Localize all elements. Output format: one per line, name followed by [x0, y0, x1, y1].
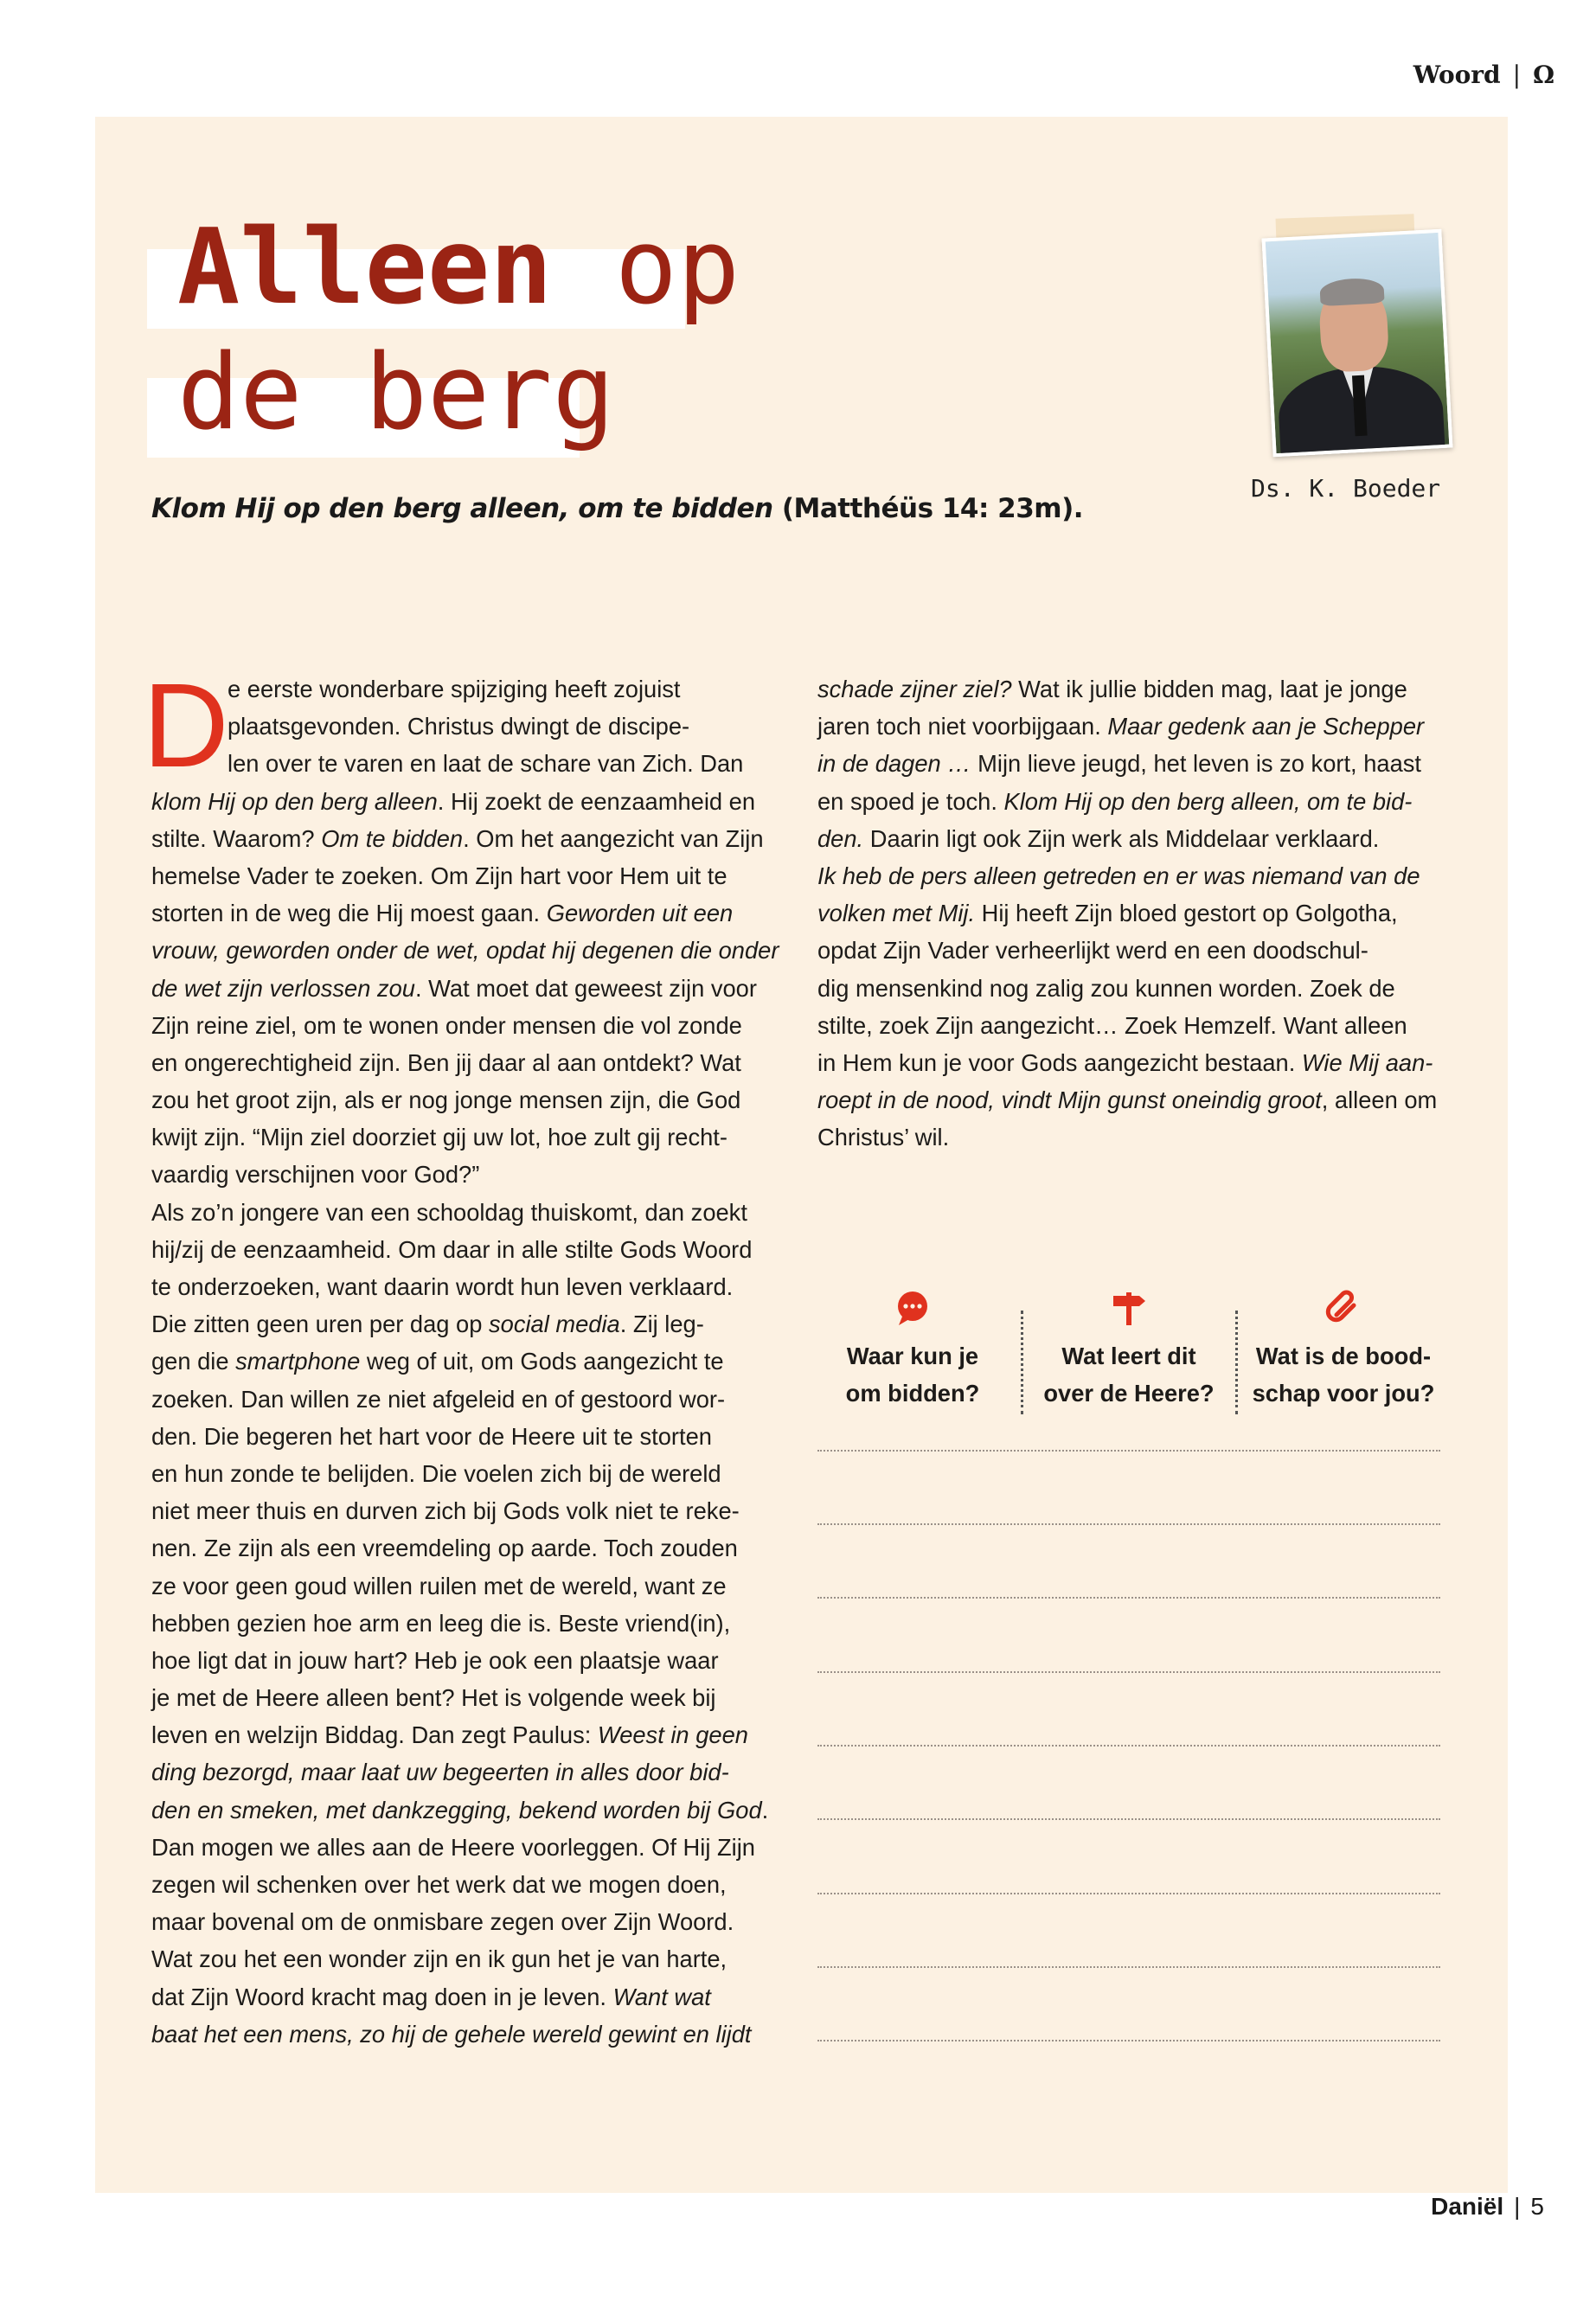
text-line — [151, 1194, 779, 1231]
text-line — [151, 1118, 779, 1156]
footer-separator: | — [1514, 2193, 1521, 2220]
writing-line — [817, 1450, 1440, 1452]
text-span: Die zitten geen uren per dag op — [151, 1311, 490, 1338]
title-rest: op — [552, 208, 740, 328]
text-span: stilte. Waarom? — [151, 824, 322, 852]
text-span: opdat Zijn Vader verheerlijkt werd en een doodschul- — [817, 937, 1368, 965]
text-line — [151, 670, 779, 708]
text-line — [151, 1343, 779, 1380]
text-line — [817, 1081, 1437, 1118]
text-line — [151, 1081, 779, 1118]
text-span: ze voor geen goud willen ruilen met de wereld, want ze — [151, 1572, 727, 1599]
text-line — [151, 1455, 779, 1492]
text-line — [817, 1044, 1437, 1081]
text-line — [817, 708, 1437, 745]
text-line — [151, 1978, 779, 2016]
text-span: . Wat moet dat geweest zijn voor — [414, 974, 757, 1002]
text-span: jaren toch niet voorbijgaan. — [817, 713, 1108, 740]
text-span: hij/zij de eenzaamheid. Om daar in alle stilte Gods Woord — [151, 1235, 753, 1263]
text-line — [151, 1679, 779, 1716]
signpost-icon — [1110, 1289, 1148, 1327]
text-span: en spoed je toch. — [817, 787, 1004, 815]
text-line — [151, 1866, 779, 1903]
text-span: . Om het aangezicht van Zijn — [463, 824, 764, 852]
question-learn — [1034, 1289, 1224, 1412]
text-span: , alleen om — [1321, 1086, 1438, 1114]
text-span: gen die — [151, 1348, 236, 1375]
text-line — [817, 783, 1437, 820]
text-span: leven en welzijn Biddag. Dan zegt Paulus: — [151, 1721, 598, 1749]
text-line — [151, 1567, 779, 1605]
text-span: en ongerechtigheid zijn. Ben jij daar al aan ontdekt? Wat — [151, 1048, 741, 1076]
italic-quote: Ik heb de pers alleen getreden en er was niemand van de — [817, 862, 1420, 889]
running-head-separator: | — [1512, 61, 1522, 89]
italic-quote: Want wat — [612, 1983, 711, 2010]
text-line — [151, 1605, 779, 1642]
omega-icon: Ω — [1533, 61, 1554, 89]
text-line — [151, 1381, 779, 1418]
text-line — [817, 970, 1437, 1007]
text-span: je met de Heere alleen bent? Het is volgende week bij — [151, 1684, 716, 1712]
page-number: 5 — [1530, 2193, 1544, 2220]
italic-quote: den. — [817, 824, 864, 852]
question-learn-line2: over de Heere? — [1043, 1380, 1215, 1407]
text-line — [151, 1231, 779, 1268]
divider-dotted — [1021, 1311, 1023, 1414]
text-line — [817, 1118, 1437, 1156]
text-span: stilte, zoek Zijn aangezicht… Zoek Hemzelf. Want alleen — [817, 1011, 1407, 1039]
text-span: zou het groot zijn, als er nog jonge mensen zijn, die God — [151, 1086, 741, 1114]
italic-quote: ding bezorgd, maar laat uw begeerten in alles door bid- — [151, 1759, 729, 1786]
text-line — [151, 1940, 779, 1977]
body-column-right — [817, 670, 1437, 1156]
italic-quote: schade zijner ziel? — [817, 676, 1012, 702]
text-line — [151, 1156, 779, 1193]
italic-quote: Maar gedenk aan je Schepper — [1107, 713, 1425, 740]
text-line — [817, 857, 1437, 894]
italic-quote: volken met Mij. — [817, 900, 976, 927]
question-learn-line1: Wat leert dit — [1061, 1343, 1196, 1369]
text-span: kwijt zijn. “Mijn ziel doorziet gij uw lot, hoe zult gij recht- — [151, 1124, 727, 1151]
text-line — [817, 745, 1437, 782]
text-line — [151, 970, 779, 1007]
text-span: plaatsgevonden. Christus dwingt de discipe- — [228, 713, 690, 740]
paperclip-icon — [1324, 1289, 1362, 1327]
text-line — [817, 820, 1437, 857]
text-span: . Hij zoekt de eenzaamheid en — [437, 787, 756, 815]
italic-quote: in de dagen … — [817, 750, 971, 778]
text-line — [151, 745, 779, 782]
author-caption: Ds. K. Boeder — [1251, 474, 1441, 503]
text-span: in Hem kun je voor Gods aangezicht bestaan. — [817, 1048, 1302, 1076]
text-span: zoeken. Dan willen ze niet afgeleid en of gestoord wor- — [151, 1385, 726, 1413]
question-pray-line1: Waar kun je — [846, 1343, 979, 1369]
text-span: dat Zijn Woord kracht mag doen in je leven. — [151, 1983, 613, 2010]
text-span: Daarin ligt ook Zijn werk als Middelaar verklaard. — [863, 824, 1380, 852]
writing-line — [817, 1671, 1440, 1673]
text-line — [151, 1529, 779, 1567]
writing-line — [817, 2040, 1440, 2041]
title-line-2 — [177, 333, 615, 453]
italic-quote: Klom Hij op den berg alleen, om te bid- — [1003, 787, 1413, 815]
page-footer — [1431, 2193, 1544, 2221]
text-span: Zijn reine ziel, om te wonen onder mensen die vol zonde — [151, 1011, 742, 1039]
text-span: Hij heeft Zijn bloed gestort op Golgotha, — [975, 900, 1398, 927]
text-line — [817, 932, 1437, 969]
speech-bubble-icon — [894, 1289, 932, 1327]
text-line — [151, 1903, 779, 1940]
italic-quote: den en smeken, met dankzegging, bekend worden bij God — [151, 1796, 762, 1823]
text-span: Wat zou het een wonder zijn en ik gun het je van harte, — [151, 1945, 727, 1973]
text-line — [151, 1268, 779, 1305]
text-span: hebben gezien hoe arm en leeg die is. Beste vriend(in), — [151, 1609, 731, 1637]
text-span: hoe ligt dat in jouw hart? Heb je ook een plaatsje waar — [151, 1646, 719, 1674]
text-span: niet meer thuis en durven zich bij Gods volk niet te reke- — [151, 1497, 740, 1525]
text-line — [151, 857, 779, 894]
section-label: Woord — [1413, 61, 1501, 89]
writing-line — [817, 1818, 1440, 1820]
italic-quote: klom Hij op den berg alleen — [151, 787, 438, 815]
italic-quote: baat het een mens, zo hij de gehele wereld gewint en lijdt — [151, 2020, 752, 2048]
subtitle — [151, 493, 1083, 524]
portrait-image — [1262, 229, 1453, 458]
writing-line — [817, 1597, 1440, 1599]
italic-quote: Geworden uit een — [546, 900, 734, 927]
text-line — [151, 1829, 779, 1866]
text-line — [151, 1044, 779, 1081]
question-pray-line2: om bidden? — [845, 1380, 980, 1407]
text-span: e eerste wonderbare spijziging heeft zojuist — [228, 676, 681, 702]
text-span: len over te varen en laat de schare van Zich. Dan — [228, 750, 744, 778]
text-line — [151, 783, 779, 820]
italic-quote: Weest in geen — [597, 1721, 748, 1749]
title-bold-word: Alleen — [177, 208, 553, 328]
divider-dotted — [1235, 1311, 1238, 1414]
text-span: zegen wil schenken over het werk dat we mogen doen, — [151, 1871, 727, 1898]
question-message — [1248, 1289, 1439, 1412]
writing-line — [817, 1745, 1440, 1747]
title-second-line: de berg — [177, 333, 615, 453]
drop-cap: D — [143, 659, 229, 792]
italic-quote: Om te bidden — [321, 824, 464, 852]
text-span: Dan mogen we alles aan de Heere voorleggen. Of Hij Zijn — [151, 1833, 755, 1861]
text-span: Mijn lieve jeugd, het leven is zo kort, haast — [971, 750, 1422, 778]
writing-line — [817, 1893, 1440, 1894]
magazine-name: Daniël — [1431, 2193, 1504, 2220]
subtitle-quote: Klom Hij op den berg alleen, om te bidden — [151, 493, 773, 524]
text-span: maar bovenal om de onmisbare zegen over Zijn Woord. — [151, 1908, 734, 1936]
text-span: hemelse Vader te zoeken. Om Zijn hart voor Hem uit te — [151, 862, 727, 889]
text-span: en hun zonde te belijden. Die voelen zich bij de wereld — [151, 1459, 721, 1487]
text-span: nen. Ze zijn als een vreemdeling op aarde. Toch zouden — [151, 1535, 738, 1562]
text-span: dig mensenkind nog zalig zou kunnen worden. Zoek de — [817, 974, 1395, 1002]
author-photo — [1259, 216, 1445, 458]
question-pray — [817, 1289, 1008, 1412]
text-line — [151, 1716, 779, 1753]
body-column-left — [151, 670, 779, 2053]
text-line — [151, 820, 779, 857]
italic-quote: vrouw, geworden onder de wet, opdat hij degenen die onder — [151, 937, 779, 965]
text-line — [151, 932, 779, 969]
text-span: storten in de weg die Hij moest gaan. — [151, 900, 547, 927]
italic-quote: Wie Mij aan- — [1301, 1048, 1433, 1076]
question-message-line2: schap voor jou? — [1252, 1380, 1435, 1407]
title-line-1 — [177, 208, 740, 328]
text-line — [151, 1642, 779, 1679]
writing-line — [817, 1966, 1440, 1968]
text-line — [151, 1492, 779, 1529]
text-line — [151, 2016, 779, 2053]
italic-quote: social media — [489, 1311, 620, 1338]
text-span: Christus’ wil. — [817, 1124, 950, 1151]
text-span: vaardig verschijnen voor God?” — [151, 1161, 480, 1189]
text-span: Wat ik jullie bidden mag, laat je jonge — [1011, 676, 1407, 702]
text-line — [151, 1791, 779, 1829]
text-span: . — [761, 1796, 769, 1823]
text-line — [151, 1007, 779, 1044]
text-span: te onderzoeken, want daarin wordt hun leven verklaard. — [151, 1273, 734, 1300]
text-line — [817, 894, 1437, 932]
italic-quote: roept in de nood, vindt Mijn gunst oneindig groot — [817, 1086, 1322, 1114]
text-line — [151, 1418, 779, 1455]
text-span: den. Die begeren het hart voor de Heere uit te storten — [151, 1422, 712, 1450]
text-line — [151, 1305, 779, 1343]
subtitle-reference: (Matthéüs 14: 23m). — [772, 493, 1084, 524]
text-line — [151, 1753, 779, 1791]
text-line — [151, 894, 779, 932]
text-line — [151, 708, 779, 745]
writing-line — [817, 1523, 1440, 1525]
text-span: weg of uit, om Gods aangezicht te — [360, 1348, 724, 1375]
running-head — [1413, 61, 1554, 89]
text-line — [817, 670, 1437, 708]
italic-quote: de wet zijn verlossen zou — [151, 974, 415, 1002]
text-line — [817, 1007, 1437, 1044]
text-span: . Zij leg- — [619, 1311, 704, 1338]
text-span: Als zo’n jongere van een schooldag thuiskomt, dan zoekt — [151, 1198, 747, 1226]
italic-quote: smartphone — [235, 1348, 361, 1375]
question-message-line1: Wat is de bood- — [1255, 1343, 1432, 1369]
